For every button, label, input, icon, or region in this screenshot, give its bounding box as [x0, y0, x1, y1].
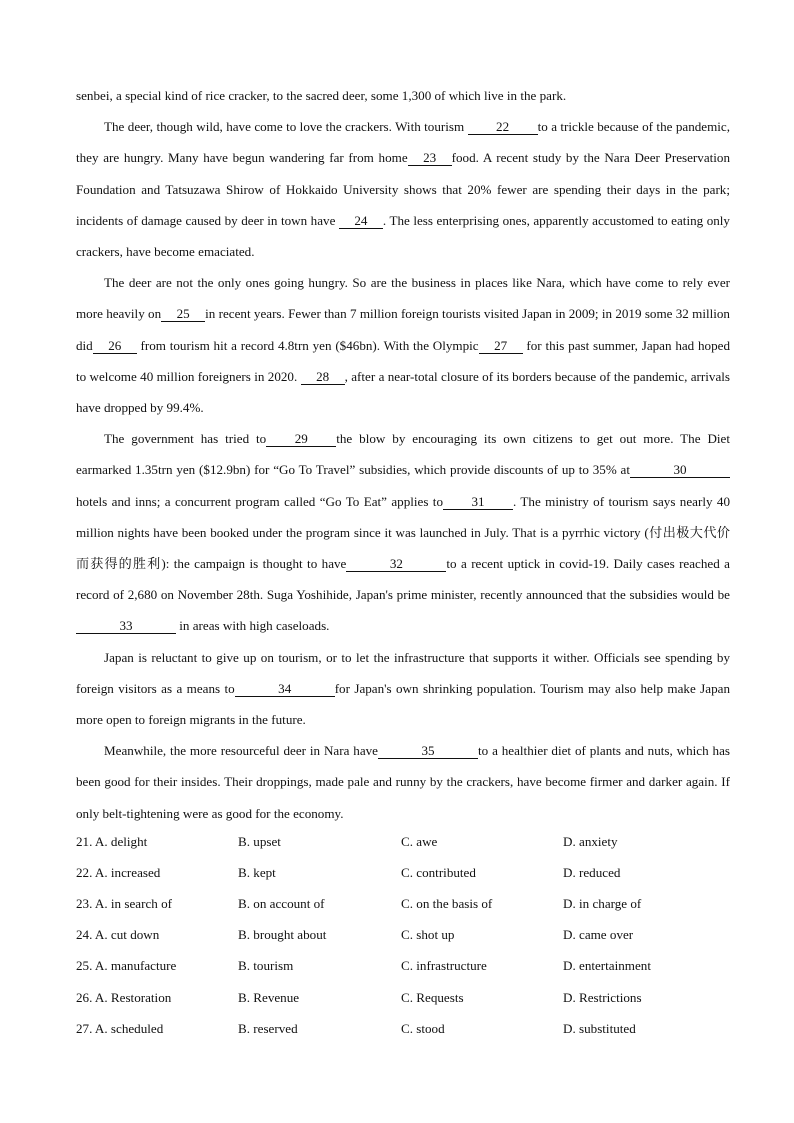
passage-text: Japan is reluctant to give up on tourism, or to let the infrastructure that supports it wither. Officials see spending by foreign visitors as a means to [76, 649, 730, 696]
answer-blank: 22 [468, 120, 538, 135]
option-choice: D. Restrictions [563, 989, 642, 1005]
passage-text: senbei, a special kind of rice cracker, to the sacred deer, some 1,300 of which live in the park. [76, 88, 567, 103]
option-choice: C. contributed [401, 864, 476, 880]
answer-blank: 35 [378, 744, 478, 759]
option-choice: B. kept [238, 864, 276, 880]
passage-paragraph [76, 80, 730, 111]
answer-blank: 32 [346, 557, 446, 572]
question-options-row [76, 1013, 736, 1044]
reading-passage [76, 80, 730, 829]
passage-text: to a recent uptick in covid-19. Daily cases reached a record of 2,680 on November 28th. Suga Yoshihide, Japan's prime minister, recently announced that the subsidies would be [76, 556, 730, 603]
passage-text: for this past summer, Japan had hoped to welcome 40 million foreigners in 2020. [76, 337, 731, 384]
option-choice: D. in charge of [563, 895, 642, 911]
option-choice: 23. A. in search of [76, 895, 172, 911]
answer-blank: 24 [339, 214, 383, 229]
passage-text: in recent years. Fewer than 7 million foreign tourists visited Japan in 2009; in 2019 some 32 million did [76, 306, 730, 353]
option-choice: 26. A. Restoration [76, 989, 172, 1005]
question-options-row [76, 982, 736, 1013]
option-choice: 21. A. delight [76, 833, 148, 849]
option-choice: D. entertainment [563, 958, 651, 974]
passage-text: in areas with high caseloads. [176, 618, 330, 634]
option-choice: D. reduced [563, 864, 621, 880]
option-choice: 24. A. cut down [76, 927, 160, 943]
passage-paragraph [76, 735, 730, 829]
option-choice: C. shot up [401, 927, 455, 943]
passage-text: to a trickle because of the pandemic, they are hungry. Many have begun wandering far from home [76, 119, 731, 166]
answer-blank: 33 [76, 619, 176, 634]
passage-text: for Japan's own shrinking population. Tourism may also help make Japan more open to foreign migrants in the future. [76, 680, 730, 728]
question-options-row [76, 888, 736, 919]
answer-blank: 27 [479, 339, 523, 354]
option-choice: 22. A. increased [76, 864, 161, 880]
answer-blank: 34 [235, 682, 335, 697]
answer-blank: 28 [301, 370, 345, 385]
question-options-row [76, 951, 736, 982]
passage-text: the blow by encouraging its own citizens to get out more. The Diet earmarked 1.35trn yen ($12.9bn) for “Go To Travel” subsidies, which provide discounts of up to 35% at [76, 431, 730, 478]
answer-blank: 25 [161, 307, 205, 322]
option-choice: D. came over [563, 927, 634, 943]
passage-paragraph [76, 423, 730, 641]
option-choice: C. on the basis of [401, 895, 493, 911]
answer-blank: 31 [443, 495, 513, 510]
option-choice: B. tourism [238, 958, 294, 974]
option-choice: C. Requests [401, 989, 464, 1005]
answer-blank: 30 [630, 463, 730, 478]
passage-text: Meanwhile, the more resourceful deer in Nara have [104, 743, 378, 759]
answer-blank: 29 [266, 432, 336, 447]
answer-blank: 23 [408, 151, 452, 166]
passage-text: . The less enterprising ones, apparently accustomed to eating only crackers, have become emaciated. [76, 212, 730, 260]
question-options-row [76, 857, 736, 888]
option-choice: B. upset [238, 833, 281, 849]
passage-paragraph [76, 111, 730, 267]
passage-text: hotels and inns; a concurrent program called “Go To Eat” applies to [76, 493, 443, 509]
passage-text: to a healthier diet of plants and nuts, which has been good for their insides. Their droppings, made pale and runny by the crackers, have become firmer and darker again. If only belt-tightening were as good for the economy. [76, 743, 730, 821]
option-choice: 25. A. manufacture [76, 958, 177, 974]
option-choice: C. stood [401, 1020, 445, 1036]
option-choice: C. awe [401, 833, 438, 849]
passage-paragraph [76, 267, 730, 423]
answer-blank: 26 [93, 339, 137, 354]
passage-text: . The ministry of tourism says nearly 40 million nights have been booked under the program since it was launched in July. That is a pyrrhic victory (付出极大代价而获得的胜利): the campaign is thought to have [76, 493, 730, 572]
passage-text: food. A recent study by the Nara Deer Preservation Foundation and Tatsuzawa Shirow of Hokkaido University shows that 20% fewer are spending their days in the park; incidents of damage caused by deer in town have [76, 150, 730, 228]
question-options-row [76, 826, 736, 857]
option-choice: B. brought about [238, 927, 327, 943]
option-choice: B. reserved [238, 1020, 298, 1036]
passage-text: , after a near-total closure of its borders because of the pandemic, arrivals have dropped by 99.4%. [76, 368, 730, 416]
passage-text: from tourism hit a record 4.8trn yen ($46bn). With the Olympic [136, 337, 479, 353]
question-options-row [76, 920, 736, 951]
answer-options [76, 826, 736, 1044]
option-choice: D. substituted [563, 1020, 636, 1036]
option-choice: 27. A. scheduled [76, 1020, 164, 1036]
option-choice: C. infrastructure [401, 958, 487, 974]
passage-text: The deer are not the only ones going hungry. So are the business in places like Nara, which have come to rely ever more heavily on [76, 275, 730, 322]
passage-paragraph [76, 642, 730, 736]
passage-text: The deer, though wild, have come to love the crackers. With tourism [104, 119, 468, 135]
option-choice: D. anxiety [563, 833, 618, 849]
passage-text: The government has tried to [104, 431, 267, 447]
option-choice: B. Revenue [238, 989, 300, 1005]
option-choice: B. on account of [238, 895, 325, 911]
